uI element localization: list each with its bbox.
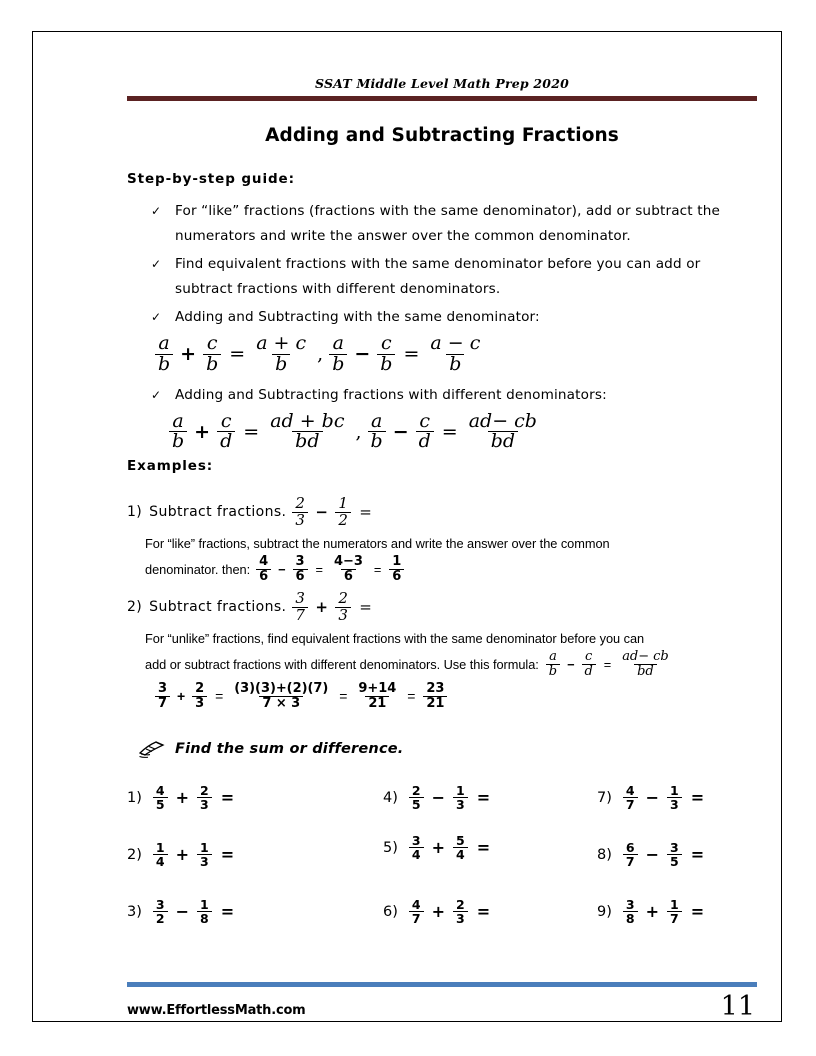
- fraction: $\frac{a + c}{b}$: [256, 332, 307, 375]
- guide-item-1: [149, 199, 757, 249]
- equals: =: [403, 343, 420, 366]
- equals: =: [690, 902, 705, 922]
- equals: =: [243, 420, 260, 443]
- solution-line-1: For “unlike” fractions, find equivalent fractions with the same denominator before you can: [145, 631, 645, 647]
- fraction: $\frac{4}{5}$: [153, 784, 168, 811]
- fraction: $\frac{c}{b}$: [377, 334, 395, 375]
- example-2-calculation: [153, 682, 449, 710]
- question-expression: [150, 841, 240, 868]
- guide-item-label: Adding and Subtracting fractions with different denominators:: [175, 386, 607, 403]
- operator: −: [392, 420, 409, 443]
- guide-list-2: [127, 383, 757, 408]
- fraction: $\frac{a - c}{b}$: [430, 332, 481, 375]
- question-number: 6): [383, 903, 398, 920]
- operator: +: [315, 598, 329, 617]
- example-2-solution: [145, 627, 757, 710]
- practice-question-4[interactable]: [377, 784, 597, 811]
- guide-item-4: [149, 383, 757, 408]
- solution-line-1: For “like” fractions, subtract the numerators and write the answer over the common: [145, 536, 610, 552]
- fraction: $\frac{2}{5}$: [409, 784, 424, 811]
- question-expression: [150, 898, 240, 925]
- equals: =: [215, 687, 224, 704]
- fraction: $\frac{1}{4}$: [153, 841, 168, 868]
- operator: +: [180, 343, 197, 366]
- equals: =: [339, 687, 348, 704]
- fraction: $\frac{6}{7}$: [623, 841, 638, 868]
- fraction: $\frac{c}{d}$: [416, 412, 434, 453]
- guide-list: [127, 199, 757, 330]
- example-1: [127, 496, 757, 583]
- pencil-writing-icon: [139, 740, 165, 758]
- formula-different-denominator: [167, 409, 757, 453]
- practice-heading: [139, 740, 757, 758]
- operator: −: [354, 343, 371, 366]
- equals: =: [359, 503, 373, 522]
- guide-item-3: [149, 305, 757, 330]
- check-icon: ✓: [151, 387, 162, 402]
- question-number: 4): [383, 789, 398, 806]
- fraction: $\frac{23}{21}$: [423, 682, 447, 710]
- example-number: 2): [127, 599, 143, 616]
- equals: =: [407, 687, 416, 704]
- fraction: $\frac{ad- cb}{bd}$: [622, 649, 669, 679]
- operator: −: [278, 561, 286, 577]
- fraction: $\frac{4-3}{6}$: [333, 554, 363, 584]
- example-1-solution: [145, 532, 757, 583]
- operator: +: [431, 838, 445, 858]
- fraction: $\frac{c}{d}$: [582, 650, 596, 678]
- practice-question-3[interactable]: [127, 898, 377, 925]
- fraction: $\frac{ad- cb}{bd}$: [468, 409, 537, 453]
- operator: +: [175, 845, 189, 865]
- guide-item-label: Adding and Subtracting with the same denominator:: [175, 309, 540, 325]
- practice-question-2[interactable]: [127, 841, 377, 868]
- solution-line-2: [145, 650, 757, 678]
- example-2: [127, 591, 757, 710]
- practice-question-7[interactable]: [597, 784, 757, 811]
- solution-calculation: [254, 555, 406, 583]
- fraction: $\frac{a}{b}$: [368, 412, 386, 453]
- solution-line-2-text: add or subtract fractions with different denominators. Use this formula:: [145, 656, 539, 672]
- page-content: [127, 77, 757, 1042]
- fraction: $\frac{3}{5}$: [667, 841, 682, 868]
- fraction: $\frac{3}{8}$: [623, 898, 638, 925]
- page-number: 11: [720, 991, 755, 1022]
- equals: =: [690, 788, 705, 808]
- practice-questions-grid: [127, 784, 757, 925]
- header-rule: [127, 96, 757, 101]
- fraction: $\frac{3}{4}$: [409, 834, 424, 861]
- fraction: $\frac{4}{6}$: [256, 555, 271, 583]
- fraction: $\frac{3}{2}$: [153, 898, 168, 925]
- equals: =: [441, 420, 458, 443]
- question-number: 8): [597, 846, 612, 863]
- examples-label: Examples:: [127, 458, 214, 474]
- formula-same-denominator: [153, 334, 757, 375]
- equals: =: [476, 902, 491, 922]
- equals: =: [315, 561, 323, 577]
- operator: −: [315, 503, 329, 522]
- fraction: $\frac{2}{3}$: [197, 784, 212, 811]
- solution-line-2: [145, 555, 757, 583]
- question-number: 1): [127, 789, 142, 806]
- example-prompt-text: Subtract fractions.: [149, 504, 287, 521]
- operator: −: [175, 902, 189, 922]
- operator: −: [431, 788, 445, 808]
- page-border: [32, 31, 782, 1022]
- practice-question-9[interactable]: [597, 898, 757, 925]
- practice-question-6[interactable]: [377, 898, 597, 925]
- fraction: $\frac{2}{3}$: [192, 682, 207, 710]
- equals: =: [359, 598, 373, 617]
- fraction: $\frac{1}{3}$: [667, 784, 682, 811]
- fraction: $\frac{1}{6}$: [389, 555, 404, 583]
- fraction: $\frac{c}{b}$: [203, 334, 221, 375]
- equals: =: [229, 343, 246, 366]
- fraction: $\frac{a}{b}$: [169, 412, 187, 453]
- fraction: $\frac{2}{3}$: [292, 496, 308, 528]
- website-url[interactable]: www.EffortlessMath.com: [127, 1003, 306, 1018]
- example-number: 1): [127, 504, 143, 521]
- fraction: $\frac{3}{6}$: [293, 555, 308, 583]
- solution-line-2-text: denominator. then:: [145, 561, 251, 577]
- equals: =: [373, 561, 382, 577]
- check-icon: ✓: [151, 204, 162, 218]
- practice-heading-label: Find the sum or difference.: [175, 741, 404, 758]
- question-expression: [406, 898, 496, 925]
- fraction: $\frac{4}{7}$: [623, 784, 638, 811]
- fraction: $\frac{a}{b}$: [329, 334, 347, 375]
- question-number: 3): [127, 903, 142, 920]
- fraction: $\frac{a}{b}$: [546, 650, 560, 678]
- equals: =: [476, 788, 491, 808]
- separator: ,: [317, 343, 324, 366]
- fraction: $\frac{9+14}{21}$: [358, 681, 397, 711]
- question-expression: [620, 898, 710, 925]
- example-prompt-text: Subtract fractions.: [149, 599, 287, 616]
- operator: −: [645, 845, 659, 865]
- fraction: $\frac{1}{8}$: [197, 898, 212, 925]
- operator: +: [431, 902, 445, 922]
- practice-question-1[interactable]: [127, 784, 377, 811]
- running-head: SSAT Middle Level Math Prep 2020: [315, 76, 569, 91]
- equals: =: [476, 838, 491, 858]
- check-icon: ✓: [151, 310, 162, 324]
- fraction: $\frac{4}{7}$: [409, 898, 424, 925]
- page-footer: [127, 982, 757, 1022]
- page-title: Adding and Subtracting Fractions: [265, 125, 619, 146]
- question-number: 7): [597, 789, 612, 806]
- equals: =: [690, 845, 705, 865]
- example-1-prompt: [127, 496, 757, 528]
- example-problem: [290, 591, 378, 623]
- guide-item-label: For “like” fractions (fractions with the same denominator), add or subtract the numerators and write the answer over the common denominator.: [175, 203, 721, 244]
- question-number: 5): [383, 839, 398, 856]
- operator: +: [175, 788, 189, 808]
- fraction: $\frac{3}{7}$: [292, 591, 308, 623]
- question-number: 9): [597, 903, 612, 920]
- practice-question-5[interactable]: [377, 827, 597, 868]
- operator: −: [567, 656, 575, 672]
- fraction: $\frac{a}{b}$: [155, 334, 173, 375]
- fraction: $\frac{2}{3}$: [453, 898, 468, 925]
- fraction: $\frac{1}{2}$: [335, 496, 351, 528]
- equals: =: [220, 902, 235, 922]
- practice-question-8[interactable]: [597, 841, 757, 868]
- question-number: 2): [127, 846, 142, 863]
- separator: ,: [355, 420, 362, 443]
- operator: +: [194, 420, 211, 443]
- fraction: $\frac{(3)(3)+(2)(7)}{7 \times 3}$: [234, 681, 329, 711]
- fraction: $\frac{c}{d}$: [217, 412, 235, 453]
- fraction: $\frac{1}{3}$: [197, 841, 212, 868]
- example-2-prompt: [127, 591, 757, 623]
- equals: =: [220, 845, 235, 865]
- inline-formula: [544, 650, 674, 678]
- fraction: $\frac{1}{7}$: [667, 898, 682, 925]
- footer-rule: [127, 982, 757, 987]
- fraction: $\frac{ad + bc}{bd}$: [270, 409, 345, 453]
- fraction: $\frac{2}{3}$: [335, 591, 351, 623]
- example-problem: [290, 496, 378, 528]
- question-expression: [150, 784, 240, 811]
- question-expression: [620, 784, 710, 811]
- guide-item-2: [149, 252, 757, 302]
- operator: −: [645, 788, 659, 808]
- check-icon: ✓: [151, 257, 162, 271]
- question-expression: [620, 841, 710, 868]
- guide-item-label: Find equivalent fractions with the same denominator before you can add or subtract fractions with different denominators.: [175, 256, 701, 297]
- question-expression: [406, 784, 496, 811]
- fraction: $\frac{3}{7}$: [155, 682, 170, 710]
- fraction: $\frac{5}{4}$: [453, 834, 468, 861]
- operator: +: [645, 902, 659, 922]
- step-by-step-guide-label: Step-by-step guide:: [127, 171, 295, 187]
- equals: =: [603, 656, 612, 672]
- question-expression: [406, 834, 496, 861]
- fraction: $\frac{1}{3}$: [453, 784, 468, 811]
- equals: =: [220, 788, 235, 808]
- operator: +: [177, 687, 186, 704]
